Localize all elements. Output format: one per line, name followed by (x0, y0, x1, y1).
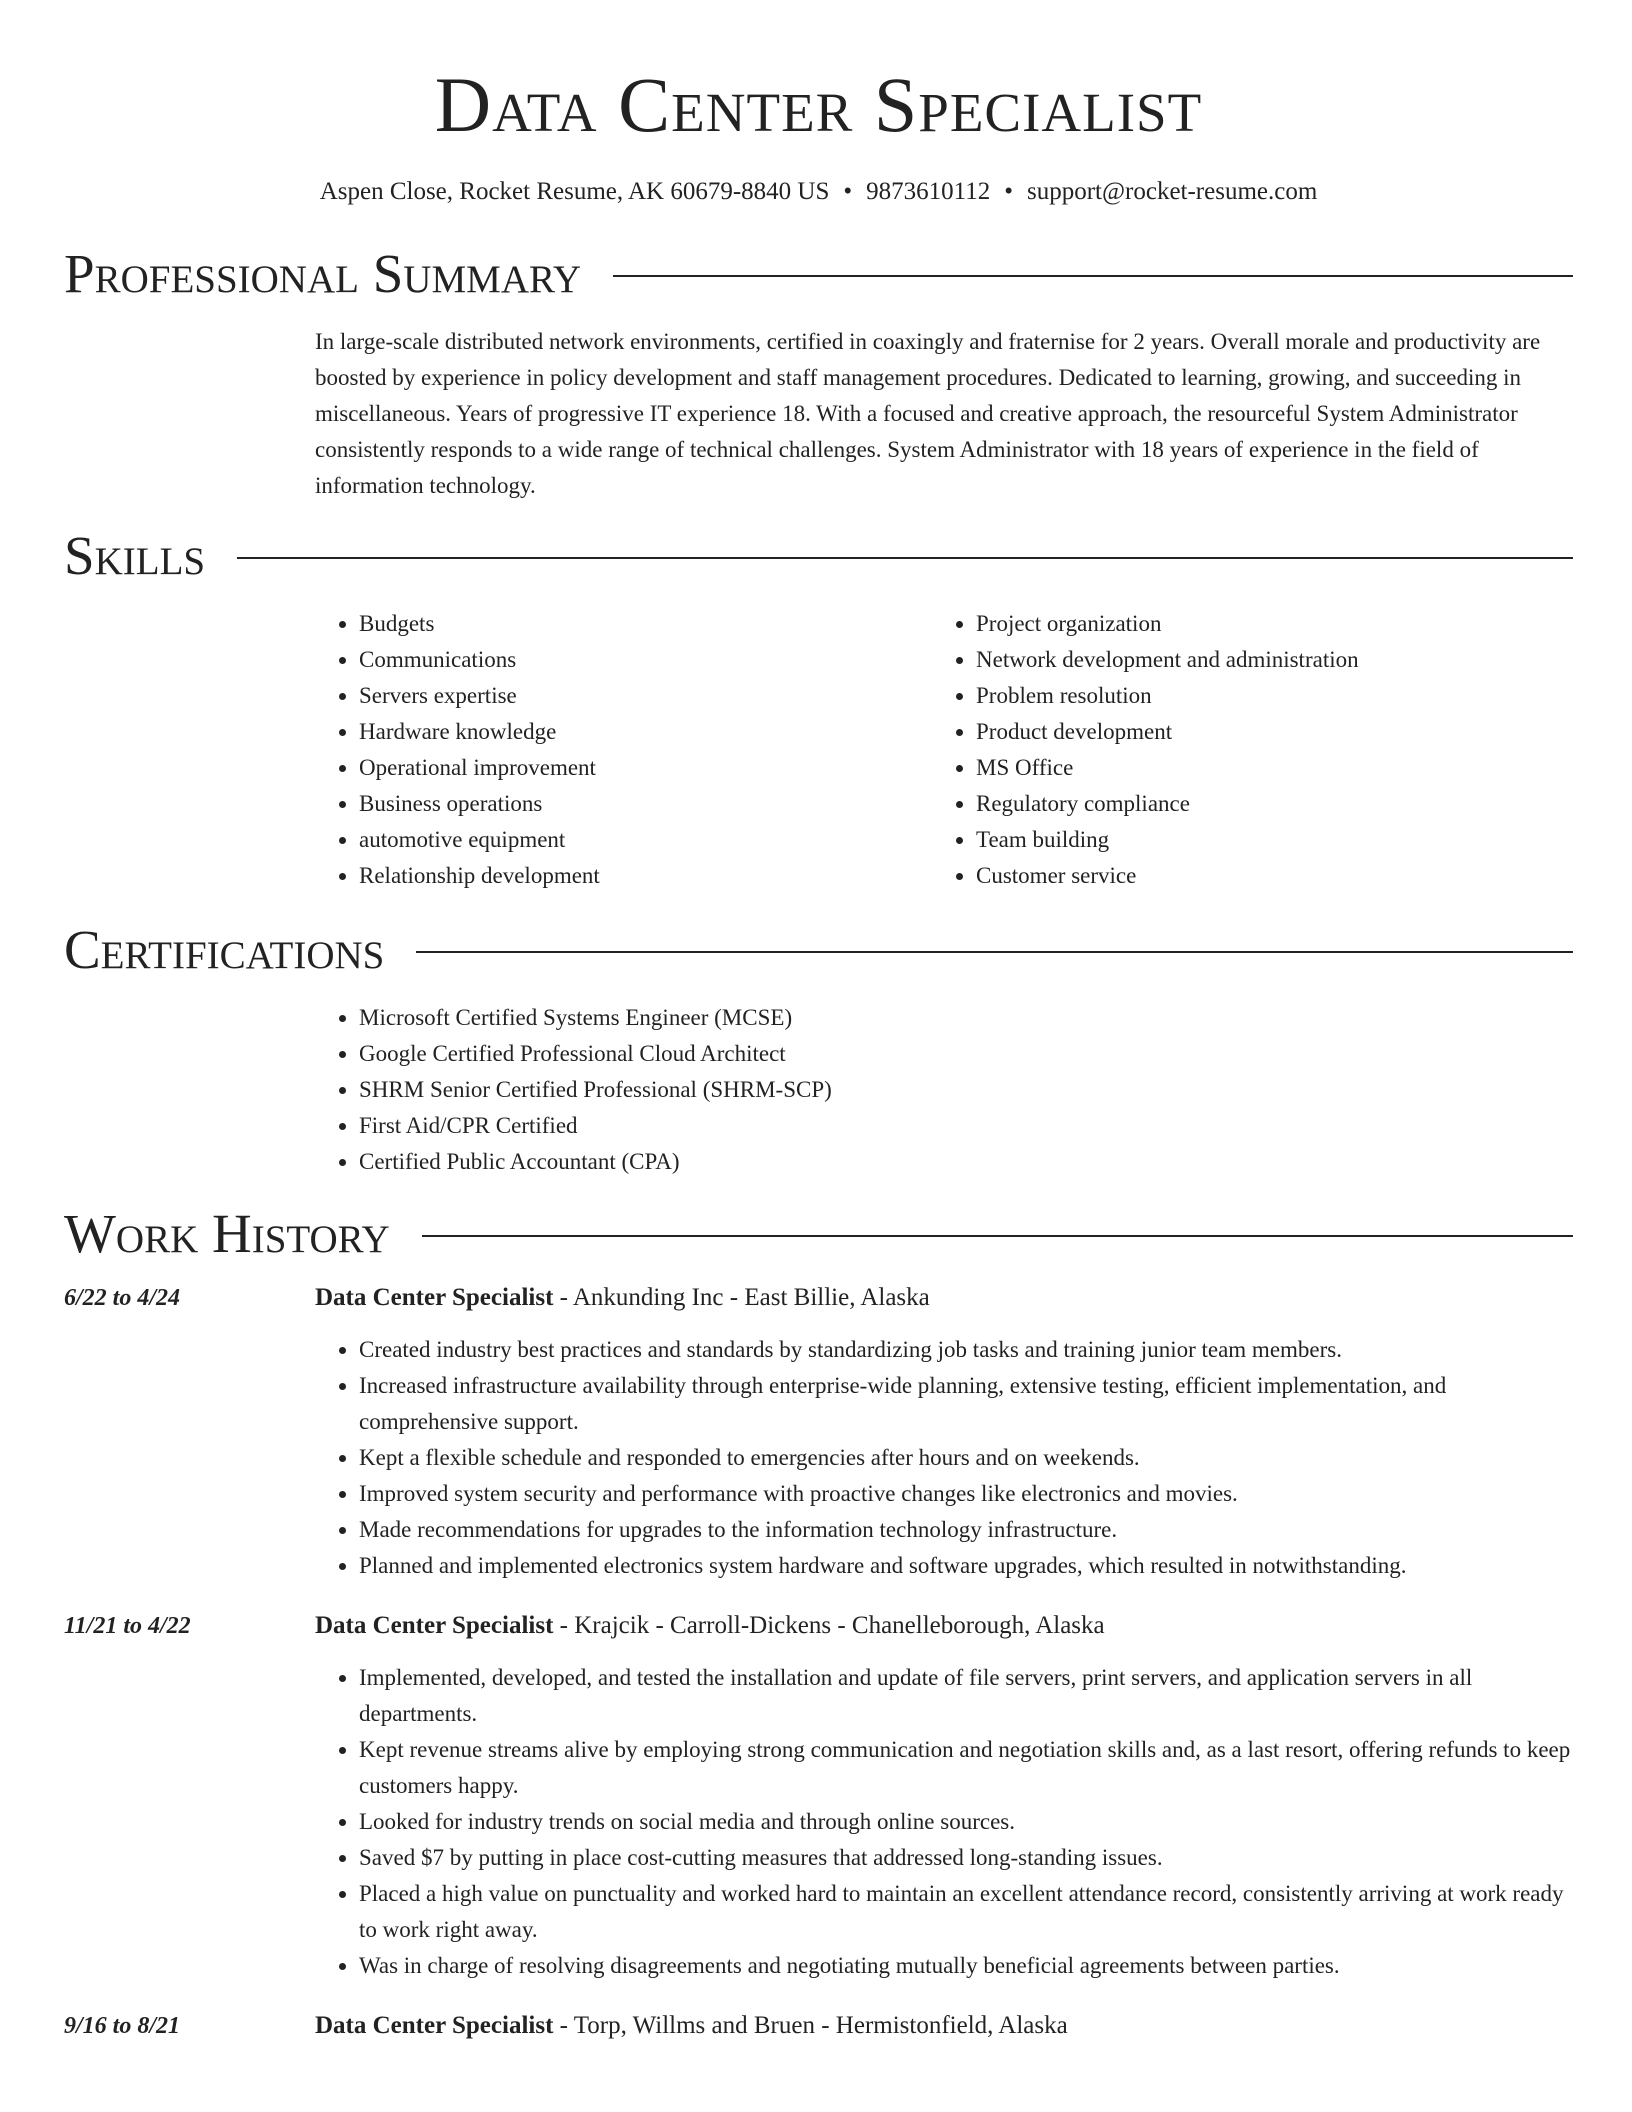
job-bullet: • Created industry best practices and standards by standardizing job tasks and training junior team members. (359, 1332, 1573, 1368)
job-bullet: • Looked for industry trends on social media and through online sources. (359, 1804, 1573, 1840)
list-item: • SHRM Senior Certified Professional (SHRM-SCP) (359, 1072, 1573, 1108)
contact-phone: 9873610112 (866, 178, 991, 205)
resume-name: Data Center Specialist (434, 61, 1203, 148)
job-bullets (315, 1332, 1573, 1584)
job-title-line (315, 2010, 1068, 2042)
job-header (64, 1610, 1573, 1642)
list-item: • Product development (976, 714, 1549, 750)
list-item: • MS Office (976, 750, 1549, 786)
contact-email: support@rocket-resume.com (1027, 178, 1318, 205)
list-item: • Hardware knowledge (359, 714, 932, 750)
job-employer-location: - Ankunding Inc - East Billie, Alaska (553, 1284, 930, 1311)
job-title-line (315, 1282, 930, 1314)
list-item: • Communications (359, 642, 932, 678)
job-employer-location: - Krajcik - Carroll-Dickens - Chanelleborough, Alaska (553, 1612, 1105, 1639)
section-divider (237, 557, 1573, 559)
job-title-line (315, 1610, 1105, 1642)
list-item: • Relationship development (359, 858, 932, 894)
list-item: • Budgets (359, 606, 932, 642)
job-bullet: • Kept a flexible schedule and responded to emergencies after hours and on weekends. (359, 1440, 1573, 1476)
contact-line (64, 176, 1573, 208)
list-item: • Business operations (359, 786, 932, 822)
job-bullet: • Increased infrastructure availability through enterprise-wide planning, extensive testing, efficient implementation, and comprehensive support. (359, 1368, 1573, 1440)
job-entry (64, 1282, 1573, 1584)
job-bullet: • Placed a high value on punctuality and worked hard to maintain an excellent attendance record, consistently arriving at work ready to work right away. (359, 1876, 1573, 1948)
skills-section-header (64, 526, 1573, 586)
section-divider (613, 275, 1573, 277)
job-bullets (315, 1660, 1573, 1984)
list-item: • Certified Public Accountant (CPA) (359, 1144, 1573, 1180)
job-title: Data Center Specialist (315, 1612, 554, 1639)
job-title: Data Center Specialist (315, 1284, 554, 1311)
job-bullet: • Planned and implemented electronics system hardware and software upgrades, which resulted in notwithstanding. (359, 1548, 1573, 1584)
list-item: • Servers expertise (359, 678, 932, 714)
skills-heading: Skills (64, 525, 206, 586)
job-entry (64, 1610, 1573, 1984)
job-bullet: • Improved system security and performance with proactive changes like electronics and movies. (359, 1476, 1573, 1512)
job-header (64, 1282, 1573, 1314)
list-item: • Problem resolution (976, 678, 1549, 714)
job-bullet: • Implemented, developed, and tested the installation and update of file servers, print servers, and application servers in all departments. (359, 1660, 1573, 1732)
list-item: • Customer service (976, 858, 1549, 894)
job-bullet: • Saved $7 by putting in place cost-cutting measures that addressed long-standing issues. (359, 1840, 1573, 1876)
contact-separator: • (843, 178, 853, 205)
certifications-heading: Certifications (64, 919, 385, 980)
contact-separator: • (1004, 178, 1013, 205)
job-header (64, 2010, 1573, 2042)
section-divider (416, 951, 1573, 953)
list-item: • Operational improvement (359, 750, 932, 786)
skills-list (315, 606, 1573, 894)
list-item: • automotive equipment (359, 822, 932, 858)
summary-text: In large-scale distributed network environments, certified in coaxingly and fraternise for 2 years. Overall morale and productivity are boosted by experience in policy development and staff management procedures. Dedicated to learning, growing, and succeeding in miscellaneous. Years of progressive IT experience 18. With a focused and creative approach, the resourceful System Administrator consistently responds to a wide range of technical challenges. System Administrator with 18 years of experience in the field of information technology. (315, 329, 1541, 498)
skills-column-left (315, 606, 932, 894)
section-divider (422, 1235, 1573, 1237)
job-employer-location: - Torp, Willms and Bruen - Hermistonfield, Alaska (553, 2012, 1068, 2039)
summary-section-header (64, 244, 1573, 304)
job-dates: 6/22 to 4/24 (64, 1285, 181, 1311)
list-item: • Regulatory compliance (976, 786, 1549, 822)
work-heading: Work History (64, 1203, 390, 1264)
list-item: • Project organization (976, 606, 1549, 642)
list-item: • Network development and administration (976, 642, 1549, 678)
list-item: • Google Certified Professional Cloud Architect (359, 1036, 1573, 1072)
job-bullet: • Was in charge of resolving disagreements and negotiating mutually beneficial agreements between parties. (359, 1948, 1573, 1984)
work-section-header (64, 1204, 1573, 1264)
job-entry (64, 2010, 1573, 2042)
job-bullet: • Kept revenue streams alive by employing strong communication and negotiation skills and, as a last resort, offering refunds to keep customers happy. (359, 1732, 1573, 1804)
job-bullet: • Made recommendations for upgrades to the information technology infrastructure. (359, 1512, 1573, 1548)
list-item: • First Aid/CPR Certified (359, 1108, 1573, 1144)
summary-heading: Professional Summary (64, 243, 582, 304)
job-title: Data Center Specialist (315, 2012, 554, 2039)
list-item: • Team building (976, 822, 1549, 858)
skills-column-right (932, 606, 1549, 894)
job-dates: 9/16 to 8/21 (64, 2013, 181, 2039)
contact-address: Aspen Close, Rocket Resume, AK 60679-8840 US (319, 178, 830, 205)
job-dates: 11/21 to 4/22 (64, 1613, 191, 1639)
resume-page (64, 0, 1573, 2042)
certifications-list (315, 1000, 1573, 1180)
list-item: • Microsoft Certified Systems Engineer (MCSE) (359, 1000, 1573, 1036)
certifications-section-header (64, 920, 1573, 980)
work-history-list (64, 1282, 1573, 2042)
